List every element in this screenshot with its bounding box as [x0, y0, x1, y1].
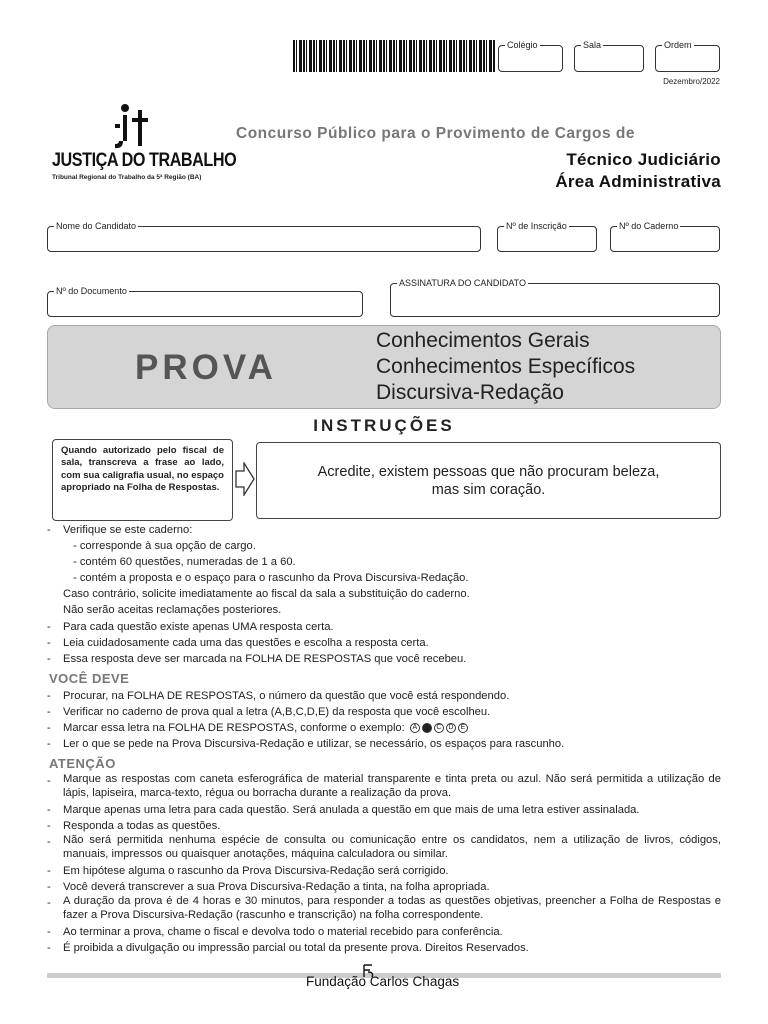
answer-bubble-c: C: [434, 723, 444, 733]
list-item: - Verifique se este caderno:: [47, 524, 193, 536]
answer-bubble-d: D: [446, 723, 456, 733]
list-item: - Essa resposta deve ser marcada na FOLHA DE RESPOSTAS que você recebeu.: [47, 652, 467, 665]
prova-title: PROVA: [135, 348, 277, 387]
ordem-label: Ordem: [664, 40, 692, 50]
assinatura-label: ASSINATURA DO CANDIDATO: [399, 278, 527, 288]
documento-label: Nº do Documento: [56, 286, 127, 296]
colegio-field[interactable]: [498, 40, 563, 72]
list-item: - contém 60 questões, numeradas de 1 a 60.: [73, 556, 296, 569]
list-item: Não serão aceitas reclamações posteriores.: [63, 604, 282, 617]
barcode: [293, 40, 495, 72]
answer-bubble-a: A: [410, 723, 420, 733]
instructions-top-list: [47, 522, 721, 667]
section-conhecimentos-gerais: Conhecimentos Gerais: [376, 329, 590, 352]
list-item: - Marque apenas uma letra para cada questão. Será anulada a questão em que mais de uma letra estiver assinalada.: [47, 804, 640, 816]
logo-title: JUSTIÇA DO TRABALHO: [52, 150, 237, 171]
ordem-field[interactable]: [655, 40, 720, 72]
colegio-label: Colégio: [507, 40, 538, 50]
list-item: - Para cada questão existe apenas UMA resposta certa.: [47, 620, 334, 633]
answer-bubble-b-filled: [422, 723, 432, 733]
list-item: - A duração da prova é de 4 horas e 30 minutos, para responder a todas as questões objetivas, preencher a Folha de Respostas e fazer a Prova Discursiva-Redação (rascunho e transcrição) na folha correspondente.: [47, 895, 721, 921]
footer-brand: Fundação Carlos Chagas: [306, 974, 460, 989]
documento-field[interactable]: [47, 286, 363, 317]
nome-candidato-label: Nome do Candidato: [56, 221, 137, 231]
list-item: - Marcar essa letra na FOLHA DE RESPOSTAS, conforme o exemplo: A C D E: [47, 720, 721, 736]
arrow-right-icon: [235, 462, 255, 496]
cargo-line-2: Área Administrativa: [555, 172, 721, 191]
section-discursiva-redacao: Discursiva-Redação: [376, 381, 564, 404]
list-item: - Você deverá transcrever a sua Prova Discursiva-Redação a tinta, na folha apropriada.: [47, 881, 490, 894]
prova-sections: [376, 328, 635, 406]
caderno-label: Nº do Caderno: [619, 221, 679, 231]
logo-subtitle: Tribunal Regional do Trabalho da 5ª Região (BA): [52, 174, 202, 181]
assinatura-field[interactable]: [390, 278, 720, 317]
inscricao-field[interactable]: [497, 221, 597, 252]
list-item: - Ler o que se pede na Prova Discursiva-Redação e utilizar, se necessário, os espaços para rascunho.: [47, 738, 565, 751]
list-item: - Leia cuidadosamente cada uma das questões e escolha a resposta certa.: [47, 636, 429, 649]
sala-field[interactable]: [574, 40, 644, 72]
justica-trabalho-logo-icon: [110, 102, 150, 152]
voce-deve-title: VOCÊ DEVE: [49, 671, 130, 686]
list-item: - corresponde à sua opção de cargo.: [73, 540, 256, 553]
list-item: - É proibida a divulgação ou impressão parcial ou total da presente prova. Direitos Reservados.: [47, 942, 529, 955]
list-item: - Procurar, na FOLHA DE RESPOSTAS, o número da questão que você está respondendo.: [47, 690, 510, 702]
voce-deve-list: [47, 688, 721, 752]
caderno-field[interactable]: [610, 221, 720, 252]
phrase-line-1: Acredite, existem pessoas que não procuram beleza,: [317, 464, 660, 480]
section-conhecimentos-especificos: Conhecimentos Específicos: [376, 355, 636, 378]
nome-candidato-field[interactable]: [47, 221, 481, 252]
exam-date: Dezembro/2022: [663, 77, 720, 86]
cargo-line-1: Técnico Judiciário: [566, 150, 721, 169]
inscricao-label: Nº de Inscrição: [506, 221, 567, 231]
atencao-title: ATENÇÃO: [49, 756, 116, 771]
list-item: - Responda a todas as questões.: [47, 820, 221, 833]
list-item: - Marque as respostas com caneta esferográfica de material transparente e tinta preta ou azul. Não será permitida a utilização de lápis, lapiseira, marca-texto, régua ou borracha durante a realização da prova.: [47, 773, 721, 799]
transcribe-note: Quando autorizado pelo fiscal de sala, transcreva a frase ao lado, com sua caligrafia usual, no espaço apropriado na Folha de Respostas.: [52, 439, 233, 521]
atencao-list: [47, 773, 721, 957]
list-item: - Ao terminar a prova, chame o fiscal e devolva todo o material recebido para conferência.: [47, 926, 503, 939]
phrase-box: [256, 442, 721, 519]
answer-bubble-e: E: [458, 723, 468, 733]
sala-label: Sala: [583, 40, 602, 50]
phrase-line-2: mas sim coração.: [431, 482, 546, 498]
list-item: - contém a proposta e o espaço para o rascunho da Prova Discursiva-Redação.: [73, 572, 469, 585]
list-item: - Não será permitida nenhuma espécie de consulta ou comunicação entre os candidatos, nem a utilização de livros, códigos, manuais, impressos ou quaisquer anotações, máquina calculadora ou similar.: [47, 834, 721, 860]
list-item: - Verificar no caderno de prova qual a letra (A,B,C,D,E) da resposta que você escolheu.: [47, 706, 491, 719]
concurso-title: Concurso Público para o Provimento de Cargos de: [236, 125, 636, 142]
instrucoes-title: INSTRUÇÕES: [313, 416, 455, 435]
list-item: - Em hipótese alguma o rascunho da Prova Discursiva-Redação será corrigido.: [47, 865, 449, 878]
list-item: Caso contrário, solicite imediatamente ao fiscal da sala a substituição do caderno.: [63, 588, 470, 601]
